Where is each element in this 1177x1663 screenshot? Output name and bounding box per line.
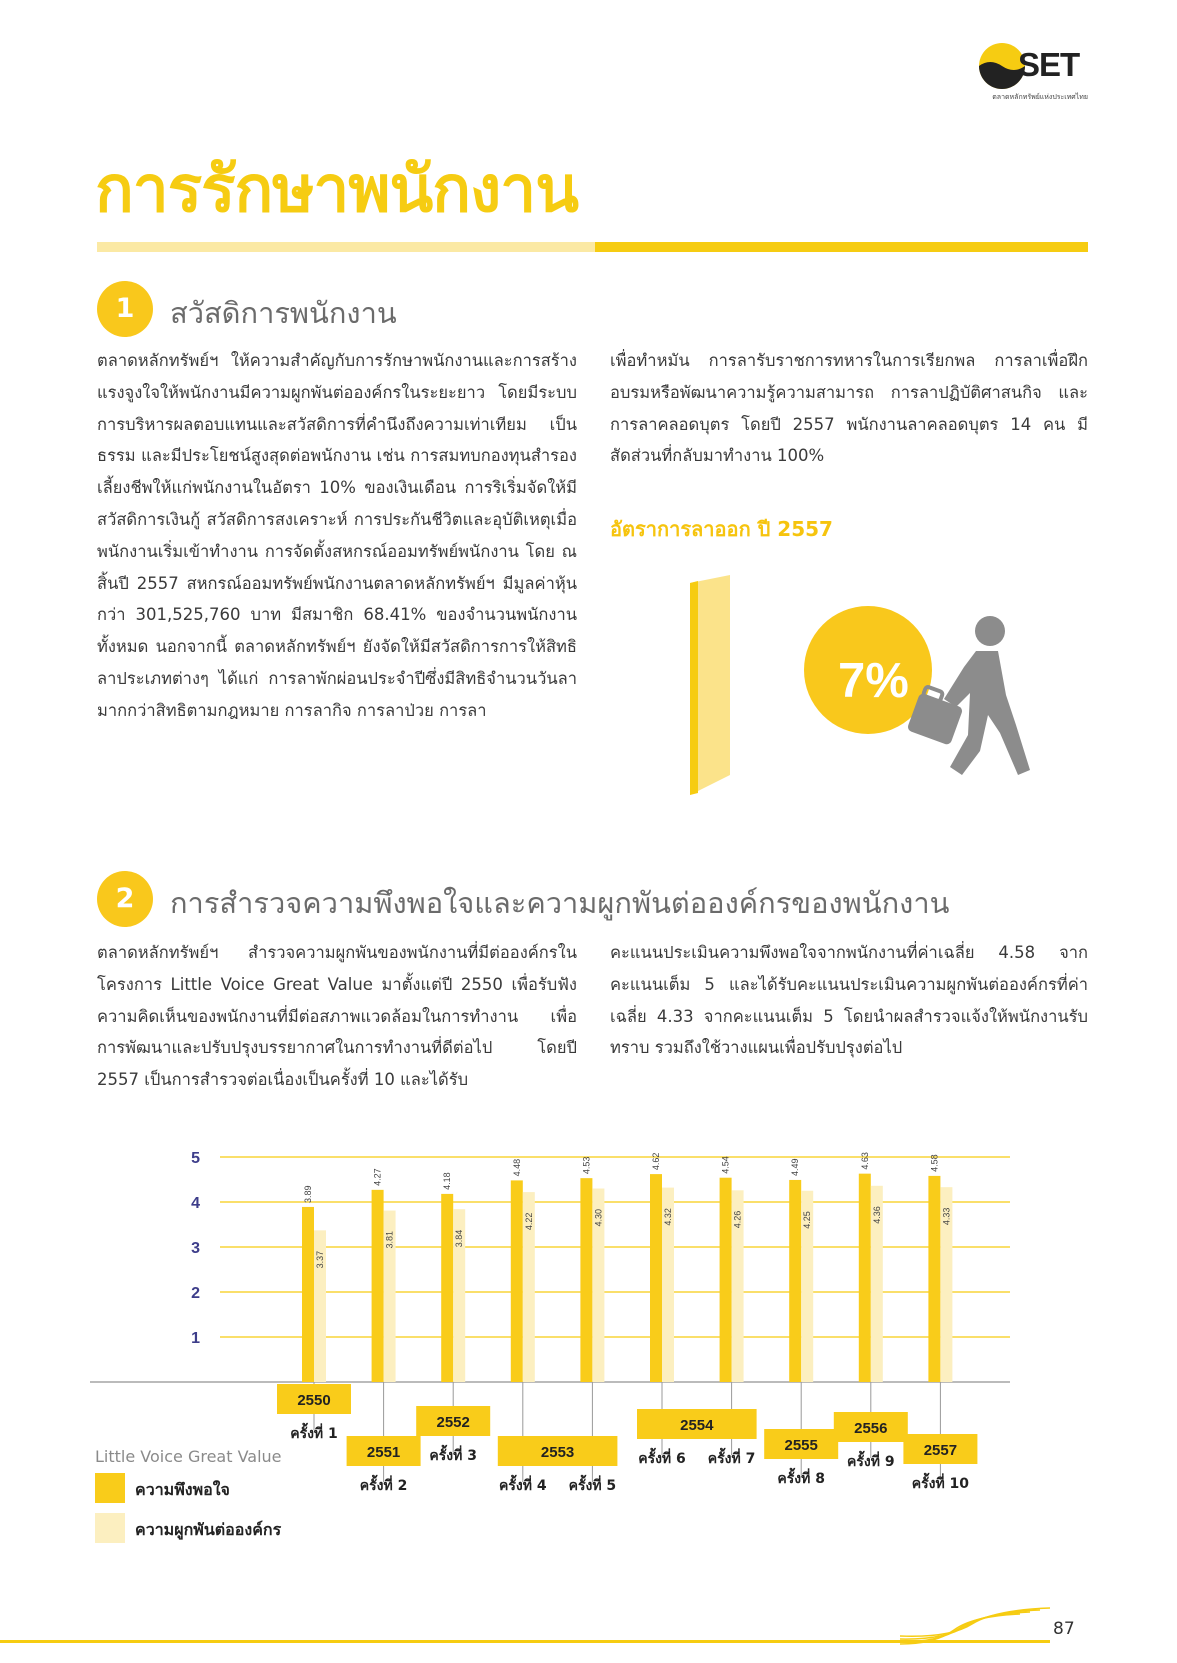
legend-swatch-engagement [95,1513,125,1543]
section-1-title: สวัสดิการพนักงาน [170,296,397,330]
section-1-number: 1 [97,281,153,337]
data-label-engagement: 4.26 [732,1210,743,1229]
data-label-satisfaction: 4.58 [929,1154,940,1172]
data-label-engagement: 4.36 [871,1206,882,1224]
data-label-satisfaction: 4.18 [442,1172,453,1190]
round-label: ครั้งที่ 4 [499,1478,547,1494]
data-label-satisfaction: 4.48 [511,1158,522,1177]
round-label: ครั้งที่ 8 [777,1471,825,1487]
year-label: 2553 [540,1444,575,1461]
round-label: ครั้งที่ 7 [707,1451,756,1467]
year-label: 2557 [923,1442,958,1459]
data-label-engagement: 4.30 [593,1208,604,1227]
section-2-title: การสำรวจความพึงพอใจและความผูกพันต่อองค์กรของพนักงาน [170,886,950,920]
round-label: ครั้งที่ 6 [638,1451,686,1467]
data-label-satisfaction: 4.53 [581,1156,592,1175]
year-label: 2550 [297,1392,331,1409]
data-label-engagement: 3.84 [454,1229,465,1248]
round-label: ครั้งที่ 5 [568,1478,617,1494]
bar-satisfaction [859,1174,871,1382]
bar-satisfaction [302,1207,314,1382]
year-label: 2554 [680,1417,714,1434]
walking-person-icon [907,616,1030,775]
data-label-engagement: 4.25 [802,1211,813,1229]
title-divider-light [97,242,595,252]
section-1-text-right: เพื่อทำหมัน การลารับราชการทหารในการเรียกพล การลาเพื่อฝึกอบรมหรือพัฒนาความรู้ความสามารถ การลาปฏิบัติศาสนกิจ และการลาคลอดบุตร โดยปี 2557 พนักงานลาคลอดบุตร 14 คน มีสัดส่วนที่กลับมาทำงาน 100% [610,351,1088,466]
legend-title: Little Voice Great Value [95,1447,282,1466]
section-2-number: 2 [97,871,153,927]
survey-bar-chart [80,1150,1100,1580]
data-label-satisfaction: 4.27 [372,1168,383,1186]
year-label: 2552 [436,1414,470,1431]
y-tick-label: 5 [191,1150,200,1167]
data-label-engagement: 4.32 [663,1208,673,1226]
bar-satisfaction [789,1180,801,1382]
bar-satisfaction [511,1180,523,1382]
y-tick-label: 2 [191,1285,200,1302]
year-label: 2551 [366,1444,401,1461]
y-tick-label: 4 [191,1195,200,1212]
data-label-satisfaction: 4.62 [651,1152,661,1171]
data-label-engagement: 4.33 [941,1207,952,1226]
bar-satisfaction [928,1176,940,1382]
footer-wave-ornament [900,1606,1060,1646]
legend-label-satisfaction: ความพึงพอใจ [135,1480,230,1499]
page-number: 87 [1053,1619,1075,1639]
data-label-satisfaction: 3.89 [303,1185,313,1203]
bar-satisfaction [650,1174,662,1382]
data-label-satisfaction: 4.49 [790,1158,801,1176]
title-divider-dark [595,242,1088,252]
bar-satisfaction [720,1178,732,1382]
round-label: ครั้งที่ 2 [359,1478,408,1494]
bar-satisfaction [441,1194,453,1382]
y-tick-label: 1 [191,1330,200,1347]
section-1-text-left: ตลาดหลักทรัพย์ฯ ให้ความสำคัญกับการรักษาพนักงานและการสร้างแรงจูงใจให้พนักงานมีความผูกพันต่อองค์กรในระยะยาว โดยมีระบบการบริหารผลตอบแทนและสวัสดิการที่คำนึงถึงความเท่าเทียม เป็นธรรม และมีประโยชน์สูงสุดต่อพนักงาน เช่น การสมทบกองทุนสำรองเลี้ยงชีพให้แก่พนักงานในอัตรา 10% ของเงินเดือน การริเริ่มจัดให้มีสวัสดิการเงินกู้ สวัสดิการสงเคราะห์ การประกันชีวิตและอุบัติเหตุเมื่อพนักงานเริ่มเข้าทำงาน การจัดตั้งสหกรณ์ออมทรัพย์พนักงาน โดย ณ สิ้นปี 2557 สหกรณ์ออมทรัพย์พนักงานตลาดหลักทรัพย์ฯ มีมูลค่าหุ้นกว่า 301,525,760 บาท มีสมาชิก 68.41% ของจำนวนพนักงานทั้งหมด นอกจากนี้ ตลาดหลักทรัพย์ฯ ยังจัดให้มีสวัสดิการการให้สิทธิลาประเภทต่างๆ ได้แก่ การลาพักผ่อนประจำปีซึ่งมีสิทธิจำนวนวันลามากกว่าสิทธิตามกฎหมาย การลากิจ การลาป่วย การลา [97,351,577,720]
data-label-satisfaction: 4.63 [859,1152,870,1170]
round-label: ครั้งที่ 1 [290,1426,338,1442]
y-tick-label: 3 [191,1240,200,1257]
page-title: การรักษาพนักงาน [95,153,578,227]
logo-text: SET [1018,46,1080,83]
data-label-engagement: 3.37 [315,1250,325,1269]
bar-satisfaction [372,1190,384,1382]
legend-swatch-satisfaction [95,1473,125,1503]
data-label-engagement: 3.81 [384,1231,395,1249]
data-label-engagement: 4.22 [523,1212,534,1231]
year-label: 2556 [854,1420,888,1437]
round-label: ครั้งที่ 10 [911,1476,970,1492]
turnover-heading: อัตราการลาออก ปี 2557 [610,517,833,541]
section-2-text-right: คะแนนประเมินความพึงพอใจจากพนักงานที่ค่าเฉลี่ย 4.58 จากคะแนนเต็ม 5 และได้รับคะแนนประเมินความผูกพันต่อองค์กรที่ค่าเฉลี่ย 4.33 จากคะแนนเต็ม 5 โดยนำผลสำรวจแจ้งให้พนักงานรับทราบ รวมถึงใช้วางแผนเพื่อปรับปรุงต่อไป [610,943,1088,1058]
set-logo [978,40,1098,102]
turnover-value: 7% [838,654,909,708]
footer-rule [0,1640,1050,1643]
round-label: ครั้งที่ 9 [847,1454,895,1470]
logo-tagline: ตลาดหลักทรัพย์แห่งประเทศไทย [992,93,1088,101]
legend-label-engagement: ความผูกพันต่อองค์กร [135,1520,282,1539]
year-label: 2555 [784,1437,818,1454]
round-label: ครั้งที่ 3 [429,1448,477,1464]
data-label-satisfaction: 4.54 [720,1156,731,1174]
bar-satisfaction [580,1178,592,1382]
section-2-text-left: ตลาดหลักทรัพย์ฯ สำรวจความผูกพันของพนักงานที่มีต่อองค์กรในโครงการ Little Voice Great Value มาตั้งแต่ปี 2550 เพื่อรับฟังความคิดเห็นของพนักงานที่มีต่อสภาพแวดล้อมในการทำงาน เพื่อการพัฒนาและปรับปรุงบรรยากาศในการทำงานที่ดีต่อไป โดยปี 2557 เป็นการสำรวจต่อเนื่องเป็นครั้งที่ 10 และได้รับ [97,943,577,1090]
